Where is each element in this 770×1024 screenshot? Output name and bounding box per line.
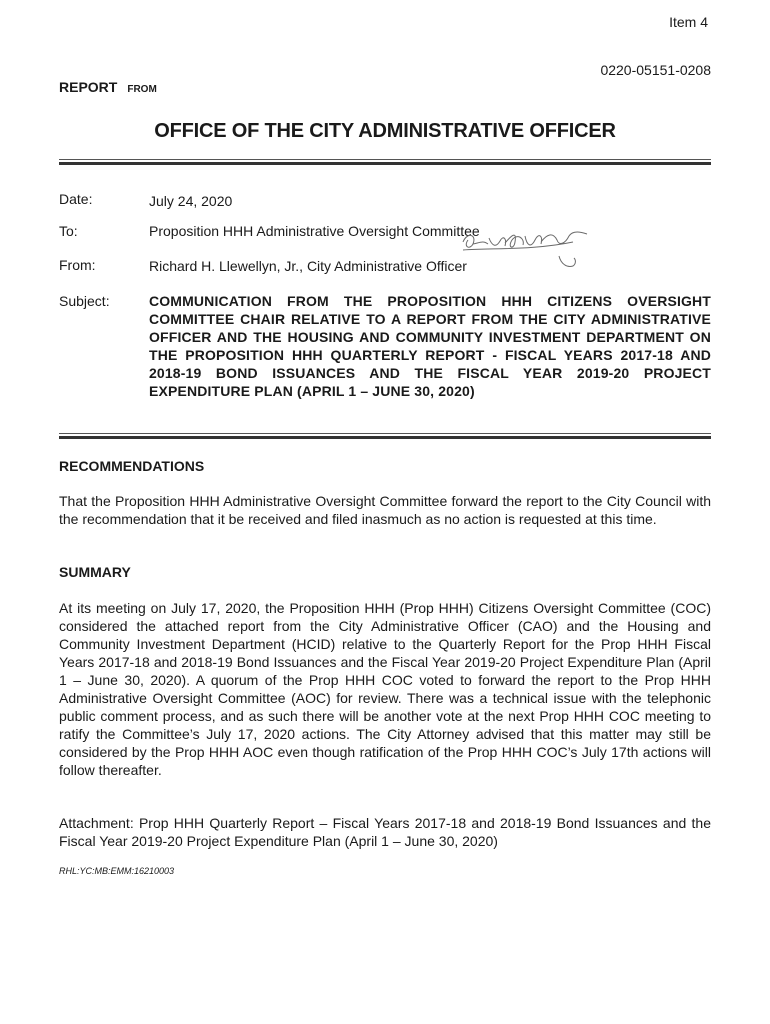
recommendations-heading: RECOMMENDATIONS [59,458,205,474]
recommendations-text: That the Proposition HHH Administrative Oversight Committee forward the report to the City Council with the recommendation that it be received and filed inasmuch as no action is requested at this time. [59,493,711,527]
subject-label: Subject: [59,293,110,309]
from-word: FROM [127,84,157,95]
header-rule-top [59,159,711,165]
from-label: From: [59,257,96,273]
attachment-note: Attachment: Prop HHH Quarterly Report – Fiscal Years 2017-18 and 2018-19 Bond Issuances and the Fiscal Year 2019-20 Project Expenditure Plan (April 1 – June 30, 2020) [59,815,711,849]
item-number: Item 4 [669,14,708,30]
from-value: Richard H. Llewellyn, Jr., City Administrative Officer [149,258,467,274]
date-value: July 24, 2020 [149,193,233,209]
reference-code: RHL:YC:MB:EMM:16210003 [59,866,175,876]
report-label [59,79,157,95]
summary-heading: SUMMARY [59,564,131,580]
date-label: Date: [59,191,93,207]
to-label: To: [59,223,78,239]
signature-image [455,220,595,278]
report-word: REPORT [59,79,118,95]
header-rule-bottom [59,433,711,439]
subject-value: COMMUNICATION FROM THE PROPOSITION HHH CITIZENS OVERSIGHT COMMITTEE CHAIR RELATIVE TO A REPORT FROM THE CITY ADMINISTRATIVE OFFICER AND THE HOUSING AND COMMUNITY INVESTMENT DEPARTMENT ON THE PROPOSITION HHH QUARTERLY REPORT - FISCAL YEARS 2017-18 AND 2018-19 BOND ISSUANCES AND THE FISCAL YEAR 2019-20 PROJECT EXPENDITURE PLAN (APRIL 1 – JUNE 30, 2020) [149,293,711,399]
reference-number: 0220-05151-0208 [600,62,711,78]
office-title: OFFICE OF THE CITY ADMINISTRATIVE OFFICER [154,120,616,142]
to-value: Proposition HHH Administrative Oversight Committee [149,223,480,239]
summary-text: At its meeting on July 17, 2020, the Proposition HHH (Prop HHH) Citizens Oversight Committee (COC) considered the attached report from the City Administrative Officer (CAO) and the Housing and Community Investment Department (HCID) relative to the Quarterly Report for the Prop HHH Fiscal Years 2017-18 and 2018-19 Bond Issuances and the Fiscal Year 2019-20 Project Expenditure Plan (April 1 – June 30, 2020). A quorum of the Prop HHH COC voted to forward the report to the Prop HHH Administrative Oversight Committee (AOC) for review. There was a technical issue with the telephonic public comment process, and as such there will be another vote at the next Prop HHH COC meeting to ratify the Committee’s July 17, 2020 actions. The City Attorney advised that this matter may still be considered by the Prop HHH AOC even though ratification of the Prop HHH COC’s July 17th actions will follow thereafter. [59,600,711,778]
